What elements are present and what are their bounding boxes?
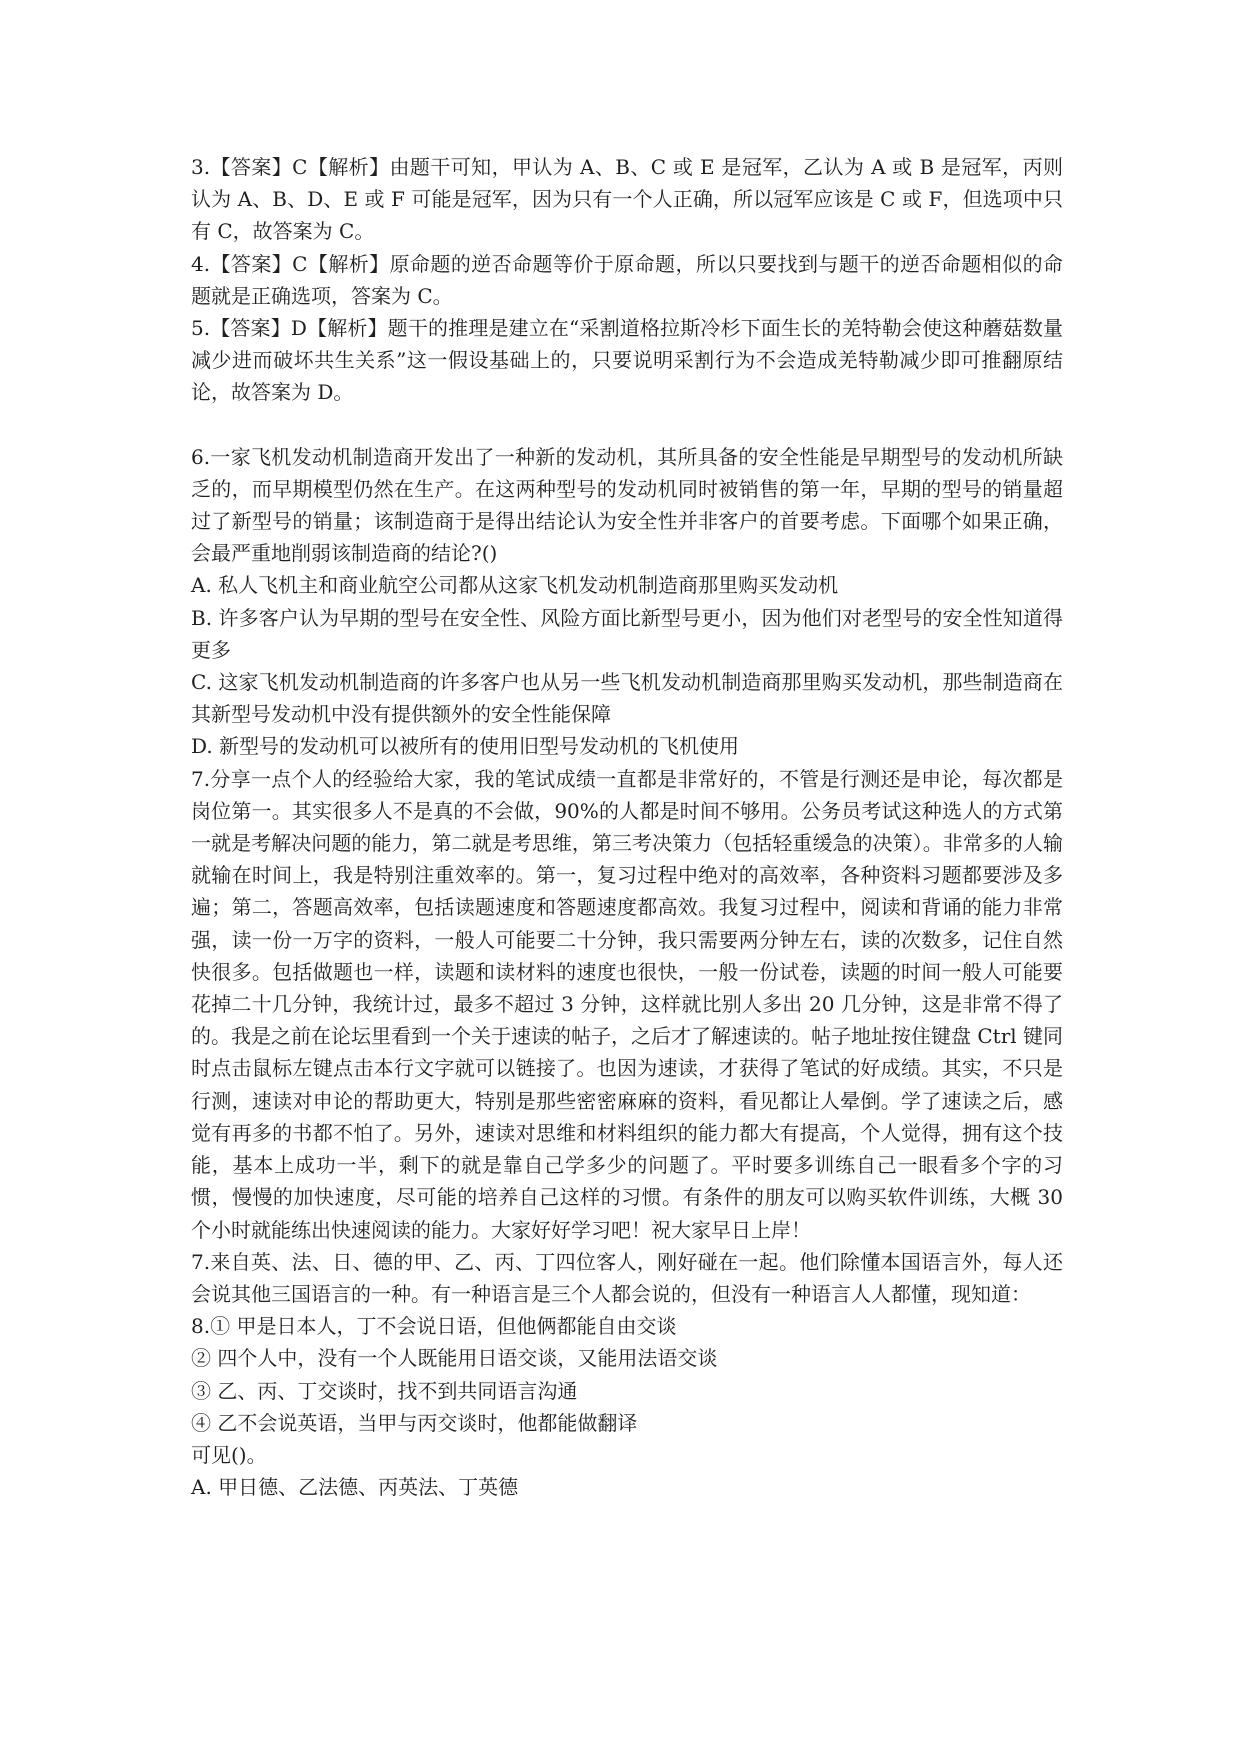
question-7-condition-2: ② 四个人中，没有一个人既能用日语交谈，又能用法语交谈	[191, 1346, 718, 1371]
question-6-stem: 6.一家飞机发动机制造商开发出了一种新的发动机，其所具备的安全性能是早期型号的发动机所缺乏的，而早期模型仍然在生产。在这两种型号的发动机同时被销售的第一年，早期的型号的销量超过了新型号的销量；该制造商于是得出结论认为安全性并非客户的首要考虑。下面哪个如果正确，会最严重地削弱该制造商的结论?()	[191, 444, 1063, 566]
question-7-condition-1: 8.① 甲是日本人，丁不会说日语，但他俩都能自由交谈	[191, 1314, 677, 1339]
question-7-stem: 7.来自英、法、日、德的甲、乙、丙、丁四位客人，刚好碰在一起。他们除懂本国语言外，每人还会说其他三国语言的一种。有一种语言是三个人都会说的，但没有一种语言人人都懂，现知道：	[191, 1249, 1063, 1306]
question-7-condition-3: ③ 乙、丙、丁交谈时，找不到共同语言沟通	[191, 1378, 578, 1403]
document-page	[191, 151, 1063, 1503]
question-7-prompt: 可见()。	[191, 1442, 267, 1467]
experience-share-paragraph: 7.分享一点个人的经验给大家，我的笔试成绩一直都是非常好的，不管是行测还是申论，每次都是岗位第一。其实很多人不是真的不会做，90%的人都是时间不够用。公务员考试这种选人的方式第一就是考解决问题的能力，第二就是考思维，第三考决策力（包括轻重缓急的决策）。非常多的人输就输在时间上，我是特别注重效率的。第一，复习过程中绝对的高效率，各种资料习题都要涉及多遍；第二，答题高效率，包括读题速度和答题速度都高效。我复习过程中，阅读和背诵的能力非常强，读一份一万字的资料，一般人可能要二十分钟，我只需要两分钟左右，读的次数多，记住自然快很多。包括做题也一样，读题和读材料的速度也很快，一般一份试卷，读题的时间一般人可能要花掉二十几分钟，我统计过，最多不超过 3 分钟，这样就比别人多出 20 几分钟，这是非常不得了的。我是之前在论坛里看到一个关于速读的帖子，之后才了解速读的。帖子地址按住键盘 Ctrl 键同时点击鼠标左键点击本行文字就可以链接了。也因为速读，才获得了笔试的好成绩。其实，不只是行测，速读对申论的帮助更大，特别是那些密密麻麻的资料，看见都让人晕倒。学了速读之后，感觉有再多的书都不怕了。另外，速读对思维和材料组织的能力都大有提高，个人觉得，拥有这个技能，基本上成功一半，剩下的就是靠自己学多少的问题了。平时要多训练自己一眼看多个字的习惯，慢慢的加快速度，尽可能的培养自己这样的习惯。有条件的朋友可以购买软件训练，大概 30 个小时就能练出快速阅读的能力。大家好好学习吧！祝大家早日上岸！	[191, 766, 1064, 1242]
question-6-option-a: A. 私人飞机主和商业航空公司都从这家飞机发动机制造商那里购买发动机	[191, 573, 839, 598]
question-6-option-d: D. 新型号的发动机可以被所有的使用旧型号发动机的飞机使用	[191, 734, 740, 759]
paragraph-gap	[191, 409, 1063, 441]
question-6-option-b: B. 许多客户认为早期的型号在安全性、风险方面比新型号更小，因为他们对老型号的安全性知道得更多	[191, 605, 1063, 662]
answer-4: 4.【答案】C【解析】原命题的逆否命题等价于原命题，所以只要找到与题干的逆否命题相似的命题就是正确选项，答案为 C。	[191, 251, 1063, 308]
answer-5: 5.【答案】D【解析】题干的推理是建立在“采割道格拉斯冷杉下面生长的羌特勒会使这种蘑菇数量减少进而破坏共生关系”这一假设基础上的，只要说明采割行为不会造成羌特勒减少即可推翻原结论，故答案为 D。	[191, 316, 1063, 405]
question-7-option-a: A. 甲日德、乙法德、丙英法、丁英德	[191, 1475, 519, 1500]
question-6-option-c: C. 这家飞机发动机制造商的许多客户也从另一些飞机发动机制造商那里购买发动机，那些制造商在其新型号发动机中没有提供额外的安全性能保障	[191, 670, 1063, 727]
question-7-condition-4: ④ 乙不会说英语，当甲与丙交谈时，他都能做翻译	[191, 1410, 638, 1435]
answer-3: 3.【答案】C【解析】由题干可知，甲认为 A、B、C 或 E 是冠军，乙认为 A 或 B 是冠军，丙则认为 A、B、D、E 或 F 可能是冠军，因为只有一个人正确，所以冠军应该是 C 或 F，但选项中只有 C，故答案为 C。	[191, 155, 1063, 244]
